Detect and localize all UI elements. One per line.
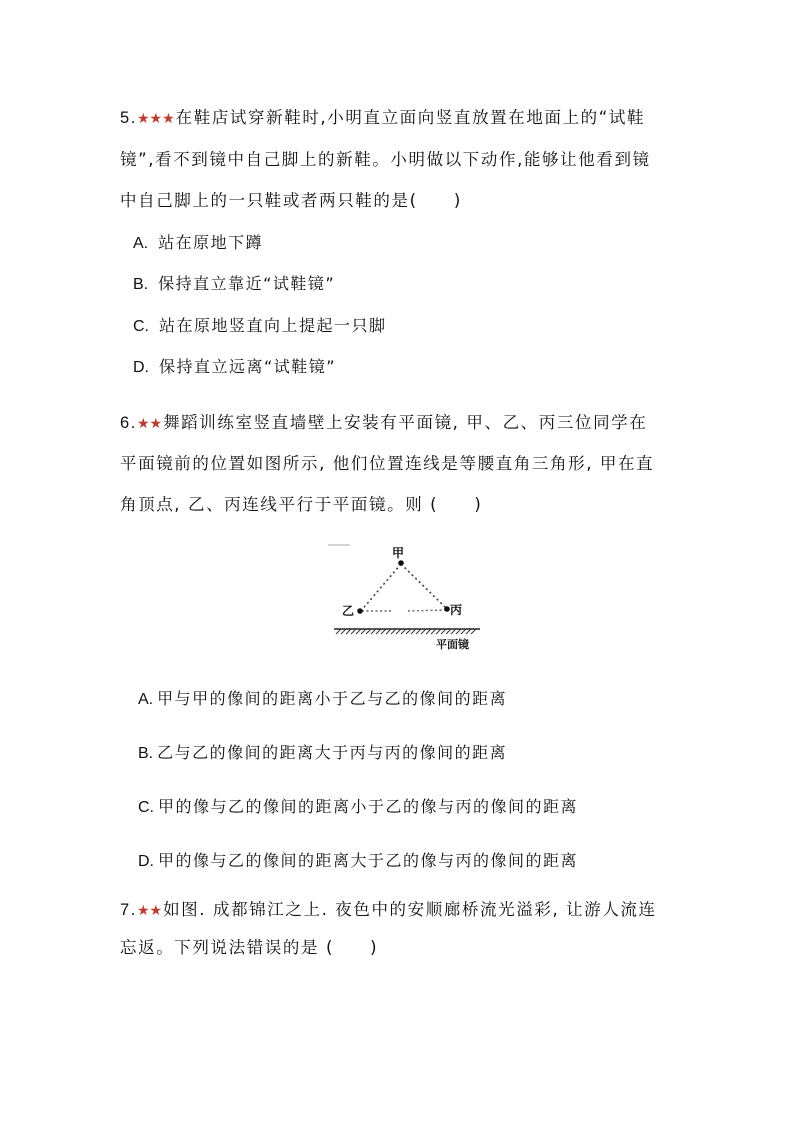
q7-text-2: 忘返。下列说法错误的是 ( ) xyxy=(120,938,379,957)
q7-line-1 xyxy=(120,899,657,922)
mirror-hatching xyxy=(336,629,476,634)
option-text: 保持直立远离“试鞋镜” xyxy=(159,357,337,376)
q5-option-a[interactable] xyxy=(133,232,263,255)
option-text: 乙与乙的像间的距离大于丙与丙的像间的距离 xyxy=(157,743,508,762)
triangle-side-left xyxy=(360,564,401,612)
q7-number: 7. xyxy=(120,901,137,919)
option-letter: D. xyxy=(133,359,149,376)
point-yi xyxy=(357,608,363,614)
q6-line-2 xyxy=(120,453,654,475)
option-letter: C. xyxy=(138,799,154,816)
option-letter: B. xyxy=(133,276,149,293)
q5-line-1 xyxy=(120,107,645,130)
q6-option-a[interactable] xyxy=(138,688,507,711)
q5-line-2 xyxy=(120,149,651,171)
q6-text-2: 平面镜前的位置如图所示, 他们位置连线是等腰直角三角形, 甲在直 xyxy=(120,454,655,473)
option-text: 站在原地竖直向上提起一只脚 xyxy=(159,316,387,335)
difficulty-stars: ★★★ xyxy=(136,111,175,127)
q7-line-2 xyxy=(120,937,378,959)
q5-option-c[interactable] xyxy=(133,315,387,338)
q5-text-1: 在鞋店试穿新鞋时,小明直立面向竖直放置在地面上的“试鞋 xyxy=(175,108,646,127)
point-jia xyxy=(398,560,404,566)
difficulty-stars: ★★ xyxy=(136,416,163,432)
q7-text-1: 如图. 成都锦江之上. 夜色中的安顺廊桥流光溢彩, 让游人流连 xyxy=(163,900,657,919)
option-text: 甲的像与乙的像间的距离大于乙的像与丙的像间的距离 xyxy=(158,851,579,870)
option-text: 站在原地下蹲 xyxy=(158,233,264,252)
option-letter: A. xyxy=(133,235,149,252)
q6-line-1 xyxy=(120,412,647,435)
q5-text-2: 镜”,看不到镜中自己脚上的新鞋。小明做以下动作,能够让他看到镜 xyxy=(120,150,651,169)
point-bing xyxy=(444,606,450,612)
q6-line-3 xyxy=(120,494,482,516)
option-text: 保持直立靠近“试鞋镜” xyxy=(158,274,336,293)
q5-option-b[interactable] xyxy=(133,273,335,296)
label-bing: 丙 xyxy=(450,603,463,617)
q6-text-3: 角顶点, 乙、丙连线平行于平面镜。则 ( ) xyxy=(120,495,483,514)
triangle-base xyxy=(408,610,446,611)
q6-option-b[interactable] xyxy=(138,742,507,765)
label-yi: 乙 xyxy=(342,604,355,618)
q5-number: 5. xyxy=(120,109,137,127)
label-jia: 甲 xyxy=(392,546,405,560)
q6-option-d[interactable] xyxy=(138,850,578,873)
option-letter: B. xyxy=(138,745,154,762)
label-mirror: 平面镜 xyxy=(436,638,469,651)
q5-text-3: 中自己脚上的一只鞋或者两只鞋的是( ) xyxy=(120,191,462,210)
q5-line-3 xyxy=(120,190,462,212)
option-text: 甲的像与乙的像间的距离小于乙的像与丙的像间的距离 xyxy=(158,797,579,816)
mirror-diagram xyxy=(326,538,486,658)
option-letter: C. xyxy=(133,318,149,335)
option-letter: D. xyxy=(138,853,154,870)
option-letter: A. xyxy=(138,691,154,708)
q6-number: 6. xyxy=(120,414,137,432)
q6-option-c[interactable] xyxy=(138,796,578,819)
option-text: 甲与甲的像间的距离小于乙与乙的像间的距离 xyxy=(157,689,508,708)
q5-option-d[interactable] xyxy=(133,356,336,379)
difficulty-stars: ★★ xyxy=(136,903,163,919)
q6-text-1: 舞蹈训练室竖直墙壁上安装有平面镜, 甲、乙、丙三位同学在 xyxy=(163,413,648,432)
triangle-side-right xyxy=(401,564,446,608)
